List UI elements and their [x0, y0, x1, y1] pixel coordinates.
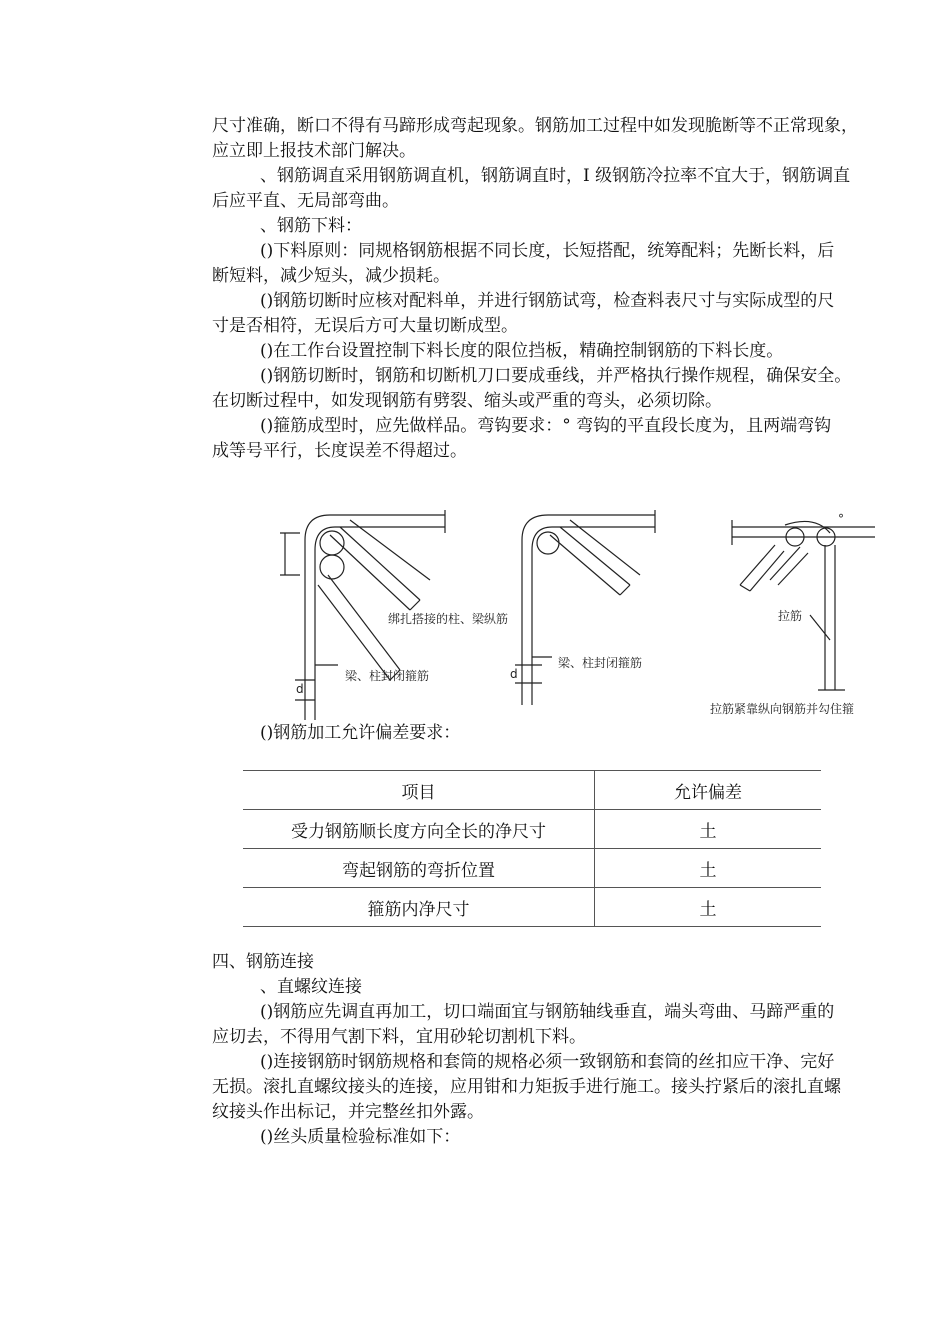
label-tie-bar-note: 拉筋紧靠纵向钢筋并勾住箍 [710, 702, 855, 716]
text-line: 应立即上报技术部门解决。 [212, 141, 416, 161]
section-heading-connection: 四、钢筋连接 [212, 952, 314, 972]
text-line: ()钢筋切断时，钢筋和切断机刀口要成垂线，并严格执行操作规程，确保安全。 [260, 366, 852, 386]
text-line: ()钢筋切断时应核对配料单，并进行钢筋试弯，检查料表尺寸与实际成型的尺 [260, 291, 835, 311]
item-thread-quality: ()丝头质量检验标准如下： [260, 1127, 461, 1147]
item-tolerance-heading: ()钢筋加工允许偏差要求： [260, 723, 461, 743]
stirrup-hook-diagram [270, 505, 910, 725]
text-line: 断短料，减少短头，减少损耗。 [212, 266, 450, 286]
item-stirrup-forming [212, 414, 930, 464]
text-line: 成等号平行，长度误差不得超过。 [212, 441, 467, 461]
hook-diagram-middle [515, 510, 655, 705]
item-check-list [212, 289, 930, 339]
text-line: 无损。滚扎直螺纹接头的连接，应用钳和力矩扳手进行施工。接头拧紧后的滚扎直螺 [212, 1077, 841, 1097]
text-line: 纹接头作出标记，并完整丝扣外露。 [212, 1102, 484, 1122]
text-line: 、钢筋调直采用钢筋调直机，钢筋调直时，I 级钢筋冷拉率不宜大于，钢筋调直 [260, 166, 851, 186]
text-line: ()连接钢筋时钢筋规格和套筒的规格必须一致钢筋和套筒的丝扣应干净、完好 [260, 1052, 835, 1072]
label-tie-bar: 拉筋 [778, 609, 803, 623]
text-line: ()下料原则：同规格钢筋根据不同长度，长短搭配，统筹配料；先断长料，后 [260, 241, 835, 261]
item-sleeve-connection [212, 1050, 930, 1125]
text-line: 在切断过程中，如发现钢筋有劈裂、缩头或严重的弯头，必须切除。 [212, 391, 722, 411]
table-cell: 受力钢筋顺长度方向全长的净尺寸 [243, 810, 595, 849]
column-header-tolerance: 允许偏差 [595, 771, 822, 810]
label-longitudinal-bars: 绑扎搭接的柱、梁纵筋 [388, 612, 509, 626]
text-line: 寸是否相符，无误后方可大量切断成型。 [212, 316, 518, 336]
dim-d-left: d [296, 682, 304, 696]
paragraph-cut-quality [212, 114, 930, 164]
text-line: ()钢筋应先调直再加工，切口端面宜与钢筋轴线垂直，端头弯曲、马蹄严重的 [260, 1002, 835, 1022]
subsection-heading-thread: 、直螺纹连接 [260, 977, 362, 997]
label-closed-stirrup-middle: 梁、柱封闭箍筋 [558, 656, 643, 670]
table-row [243, 810, 821, 849]
column-header-item: 项目 [243, 771, 595, 810]
item-stop-plate: ()在工作台设置控制下料长度的限位挡板，精确控制钢筋的下料长度。 [260, 341, 784, 361]
label-closed-stirrup-left: 梁、柱封闭箍筋 [345, 669, 430, 683]
text-line: 应切去，不得用气割下料，宜用砂轮切割机下料。 [212, 1027, 586, 1047]
dim-d-middle: d [510, 667, 518, 681]
table-cell: 箍筋内净尺寸 [243, 888, 595, 927]
paragraph-cutting-heading: 、钢筋下料： [260, 216, 362, 236]
degree-mark: ° [838, 512, 844, 526]
table-row [243, 849, 821, 888]
table-cell: 土 [595, 888, 822, 927]
table-header-row [243, 771, 821, 810]
item-cutting-safety [212, 364, 930, 414]
item-cutting-principle [212, 239, 930, 289]
table-row [243, 888, 821, 927]
table-cell: 弯起钢筋的弯折位置 [243, 849, 595, 888]
text-line: ()箍筋成型时，应先做样品。弯钩要求：° 弯钩的平直段长度为，且两端弯钩 [260, 416, 832, 436]
hook-diagram-right [732, 520, 875, 690]
text-line: 尺寸准确，断口不得有马蹄形成弯起现象。钢筋加工过程中如发现脆断等不正常现象， [212, 116, 858, 136]
item-bar-preparation [212, 1000, 930, 1050]
tolerance-table [243, 770, 821, 927]
paragraph-straightening [212, 164, 930, 214]
text-line: 后应平直、无局部弯曲。 [212, 191, 399, 211]
table-cell: 土 [595, 849, 822, 888]
table-cell: 土 [595, 810, 822, 849]
